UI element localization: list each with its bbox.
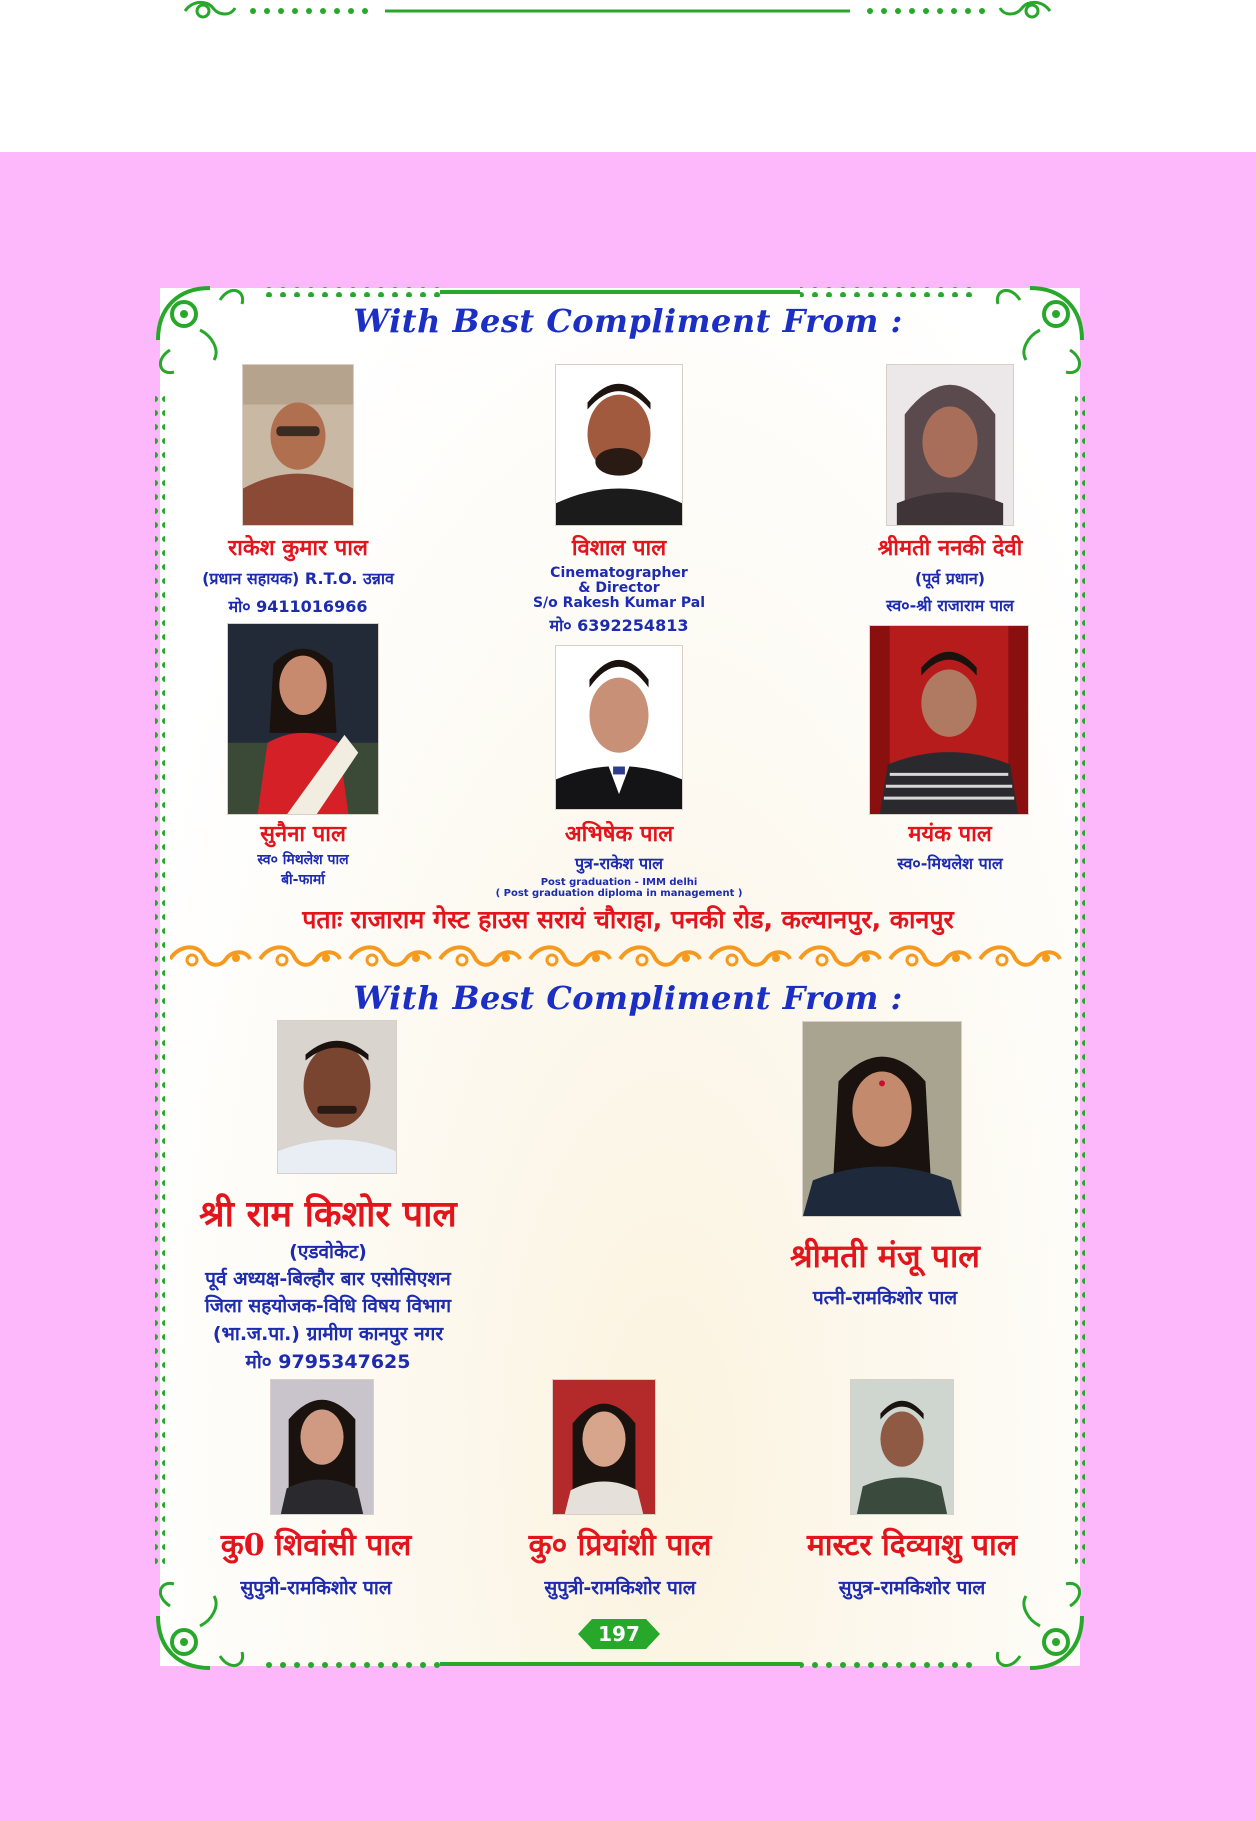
parent-vishal: S/o Rakesh Kumar Pal: [532, 595, 706, 611]
relation-divyashu: सुपुत्र-रामकिशोर पाल: [838, 1577, 986, 1599]
mobile-vishal: मो० 6392254813: [549, 616, 689, 635]
top-white-strip: [0, 0, 1256, 152]
photo-mayank-pal: [869, 625, 1029, 815]
photo-rakesh-kumar-pal: [242, 364, 354, 526]
relation-nanki: स्व०-श्री राजाराम पाल: [886, 596, 1014, 615]
title-vishal-2: & Director: [578, 580, 660, 596]
name-mayank-pal: मयंक पाल: [908, 822, 992, 847]
address-line: पताः राजाराम गेस्ट हाउस सरायं चौराहा, पनकी रोड, कल्यानपुर, कानपुर: [302, 905, 954, 934]
education-abhishek-2: ( Post graduation diploma in management ): [495, 888, 743, 899]
ram-title: (एडवोकेट): [289, 1241, 367, 1263]
photo-vishal-pal: [555, 364, 683, 526]
relation-manju: पत्नी-रामकिशोर पाल: [812, 1287, 958, 1309]
name-shivansi-pal: कु0 शिवांसी पाल: [220, 1528, 412, 1563]
name-priyanshi-pal: कु० प्रियांशी पाल: [528, 1528, 712, 1563]
name-rakesh-kumar-pal: राकेश कुमार पाल: [228, 536, 368, 561]
name-sunaina-pal: सुनैना पाल: [260, 822, 346, 847]
compliment-heading-2: With Best Compliment From :: [353, 979, 903, 1017]
photo-priyanshi-pal: [552, 1379, 656, 1515]
relation-mayank: स्व०-मिथलेश पाल: [897, 854, 1003, 873]
ram-mobile: मो० 9795347625: [245, 1351, 411, 1373]
ram-role-1: पूर्व अध्यक्ष-बिल्हौर बार एसोसिएशन: [205, 1268, 451, 1290]
degree-sunaina: बी-फार्मा: [281, 872, 325, 888]
role-rakesh: (प्रधान सहायक) R.T.O. उन्नाव: [202, 569, 394, 588]
title-vishal-1: Cinematographer: [550, 565, 688, 581]
photo-divyashu-pal: [850, 1379, 954, 1515]
relation-abhishek: पुत्र-राकेश पाल: [574, 854, 664, 873]
photo-manju-pal: [802, 1021, 962, 1217]
role-nanki: (पूर्व प्रधान): [914, 569, 986, 588]
floral-divider-icon: [170, 942, 1065, 976]
mobile-rakesh: मो० 9411016966: [228, 597, 368, 616]
photo-nanki-devi: [886, 364, 1014, 526]
ram-role-3: (भा.ज.पा.) ग्रामीण कानपुर नगर: [212, 1323, 444, 1345]
education-abhishek-1: Post graduation - IMM delhi: [540, 877, 698, 888]
relation-priyanshi: सुपुत्री-रामकिशोर पाल: [544, 1577, 696, 1599]
name-manju-pal: श्रीमती मंजू पाल: [790, 1237, 980, 1275]
top-ornament-icon: [175, 0, 1060, 24]
page-number: 197: [598, 1622, 640, 1646]
name-abhishek-pal: अभिषेक पाल: [564, 822, 674, 847]
relation-shivansi: सुपुत्री-रामकिशोर पाल: [240, 1577, 392, 1599]
photo-ram-kishor-pal: [277, 1020, 397, 1174]
relation-sunaina: स्व० मिथलेश पाल: [257, 852, 349, 868]
photo-abhishek-pal: [555, 645, 683, 810]
name-ram-kishor-pal: श्री राम किशोर पाल: [199, 1193, 457, 1235]
name-vishal-pal: विशाल पाल: [571, 536, 667, 561]
photo-sunaina-pal: [227, 623, 379, 815]
photo-shivansi-pal: [270, 1379, 374, 1515]
name-divyashu-pal: मास्टर दिव्याशु पाल: [806, 1528, 1018, 1563]
name-nanki-devi: श्रीमती ननकी देवी: [877, 536, 1023, 561]
compliment-heading-1: With Best Compliment From :: [353, 302, 903, 340]
ram-role-2: जिला सहयोजक-विधि विषय विभाग: [204, 1295, 452, 1317]
